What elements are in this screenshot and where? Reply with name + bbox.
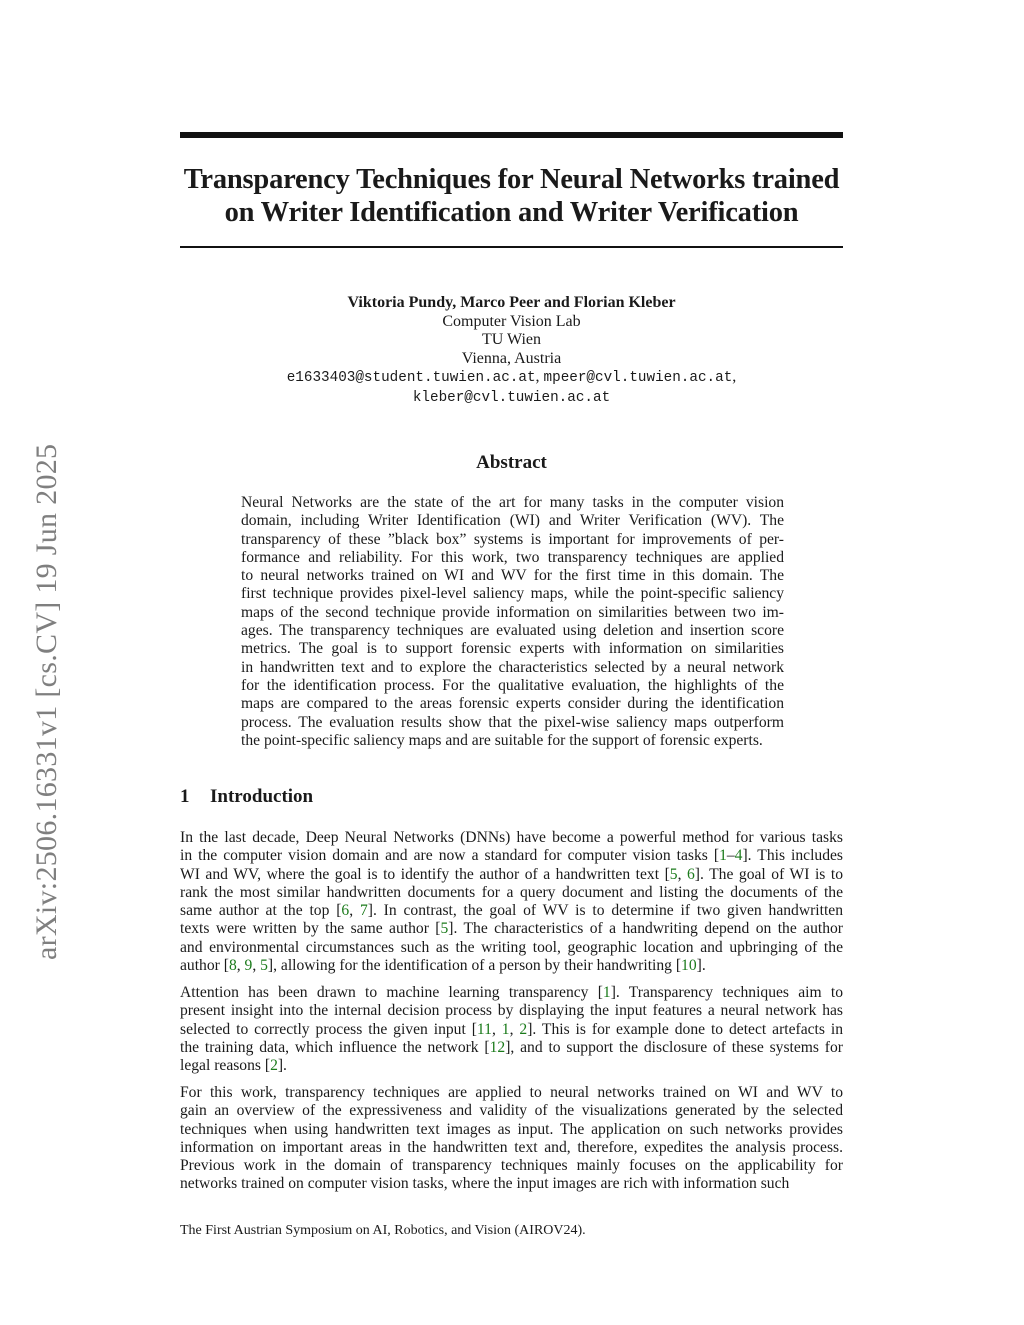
citation-link[interactable]: 5 xyxy=(669,865,678,883)
text-run: , xyxy=(677,865,687,883)
text-run: , xyxy=(349,902,360,920)
text-run: present insight into the internal decision process by displaying the input features a neural network has xyxy=(180,1002,843,1020)
text-run: ]. The characteristics of a handwriting depend on the author xyxy=(448,920,843,938)
citation-link[interactable]: 6 xyxy=(687,865,695,883)
paragraph-line xyxy=(180,866,843,884)
text-run: the training data, which influence the network [ xyxy=(180,1038,490,1056)
abstract-line: the point-specific saliency maps and are suitable for the support of forensic experts. xyxy=(241,731,763,749)
text-run: Attention has been drawn to machine learning transparency [ xyxy=(180,984,603,1001)
text-run: information on important areas in the handwritten text and, therefore, expedites the analysis process. xyxy=(180,1138,843,1156)
text-run: networks trained on computer vision tasks, where the input images are rich with information such xyxy=(180,1175,790,1193)
text-run: same author at the top [ xyxy=(180,902,342,920)
abstract-body xyxy=(241,494,784,750)
text-run: , xyxy=(491,1020,502,1038)
intro-paragraph xyxy=(180,1084,843,1194)
abstract-line: to neural networks trained on WI and WV for the first time in this domain. The xyxy=(241,567,784,585)
abstract-line: for the identification process. For the qualitative evaluation, the highlights of the xyxy=(241,676,784,694)
affiliation-line: TU Wien xyxy=(481,331,542,348)
text-run: legal reasons [ xyxy=(180,1057,271,1075)
title-rule-top xyxy=(180,132,843,138)
paragraph-line xyxy=(180,957,843,975)
email-address: e1633403@student.tuwien.ac.at xyxy=(286,370,536,386)
text-run: ]. This is for example done to detect artefacts in xyxy=(527,1020,844,1038)
text-run: in the computer vision domain and are now a standard for computer vision tasks [ xyxy=(180,847,720,865)
paragraph-line xyxy=(180,1157,843,1175)
abstract-line: in handwritten text and to explore the characteristics selected by a neural network xyxy=(241,658,784,676)
paper-title xyxy=(170,163,853,229)
paragraph-line xyxy=(180,939,843,957)
intro-paragraph xyxy=(180,984,843,1075)
venue-footnote: The First Austrian Symposium on AI, Robotics, and Vision (AIROV24). xyxy=(180,1223,586,1238)
abstract-line: first technique provides pixel-level saliency maps, while the point-specific saliency xyxy=(241,585,784,603)
paragraph-line xyxy=(180,829,843,847)
abstract-line: ages. The transparency techniques are evaluated using deletion and insertion score xyxy=(241,622,784,640)
paragraph-line xyxy=(180,1139,843,1157)
paragraph-line xyxy=(180,1121,843,1139)
paragraph-line xyxy=(180,1039,843,1057)
abstract-line: metrics. The goal is to support forensic experts with information on similarities xyxy=(241,640,784,658)
abstract-heading: Abstract xyxy=(476,452,547,473)
text-run: ], and to support the disclosure of these systems for xyxy=(505,1038,843,1056)
abstract-line: maps are compared to the areas forensic experts consider during the identification xyxy=(241,695,784,713)
citation-link[interactable]: 12 xyxy=(489,1038,506,1056)
paragraph-line xyxy=(180,1084,843,1102)
text-run: , xyxy=(252,957,261,975)
email-address: mpeer@cvl.tuwien.ac.at xyxy=(543,370,733,386)
text-run: selected to correctly process the given input [ xyxy=(180,1020,477,1038)
citation-link[interactable]: 10 xyxy=(681,957,697,975)
section-number: 1 xyxy=(180,786,190,807)
paragraph-line xyxy=(180,1021,843,1039)
paragraph-line xyxy=(180,1102,843,1120)
abstract-line: maps of the second technique provide information on similarities between two im- xyxy=(241,603,784,621)
text-run: ]. xyxy=(277,1057,287,1075)
text-run: Previous work in the domain of transparency techniques mainly focuses on the applicability for xyxy=(180,1157,843,1175)
affiliation-line: Vienna, Austria xyxy=(461,349,562,367)
text-run: ]. The goal of WI is to xyxy=(694,865,843,883)
citation-link[interactable]: 11 xyxy=(476,1020,492,1038)
citation-link[interactable]: 8 xyxy=(228,957,237,975)
section-title: Introduction xyxy=(210,786,314,807)
abstract-line: Neural Networks are the state of the art for many tasks in the computer vision xyxy=(241,494,784,511)
paragraph-line xyxy=(180,1175,843,1193)
title-rule-bottom xyxy=(180,246,843,248)
abstract-line: formance and reliability. For this work, two transparency techniques are applied xyxy=(241,548,784,566)
citation-link[interactable]: 1 xyxy=(719,847,727,865)
citation-link[interactable]: 1 xyxy=(501,1020,510,1038)
author-block xyxy=(180,294,843,407)
paragraph-line xyxy=(180,1057,843,1075)
citation-link[interactable]: 2 xyxy=(519,1020,528,1038)
email-line: e1633403@student.tuwien.ac.at, mpeer@cvl.tuwien.ac.at, xyxy=(286,368,737,386)
text-run: For this work, transparency techniques are applied to neural networks trained on WI and WV to xyxy=(180,1084,843,1101)
citation-link[interactable]: 4 xyxy=(734,847,743,865)
text-run: and environmental circumstances such as the writing tool, geographic location and upbringing of the xyxy=(180,938,843,956)
abstract-line: domain, including Writer Identification (WI) and Writer Verification (WV). The xyxy=(241,512,784,530)
title-line: Transparency Techniques for Neural Networks trained xyxy=(183,164,840,195)
paragraph-line xyxy=(180,1002,843,1020)
text-run: ]. xyxy=(696,957,706,975)
affiliation-line: Computer Vision Lab xyxy=(442,312,581,330)
paragraph-line xyxy=(180,984,843,1002)
text-run: ]. In contrast, the goal of WV is to determine if two given handwritten xyxy=(367,902,844,920)
citation-link[interactable]: 7 xyxy=(359,902,368,920)
citation-link[interactable]: 9 xyxy=(244,957,253,975)
text-run: ], allowing for the identification of a person by their handwriting [ xyxy=(267,957,682,975)
text-run: author [ xyxy=(180,957,229,975)
title-line: on Writer Identification and Writer Verification xyxy=(224,197,799,228)
intro-paragraph xyxy=(180,829,843,975)
text-run: In the last decade, Deep Neural Networks (DNNs) have become a powerful method for various tasks xyxy=(180,829,843,846)
email-address: kleber@cvl.tuwien.ac.at xyxy=(412,389,611,406)
author-names: Viktoria Pundy, Marco Peer and Florian Kleber xyxy=(347,294,676,311)
text-run: ]. Transparency techniques aim to xyxy=(610,984,843,1001)
paragraph-line xyxy=(180,902,843,920)
text-run: – xyxy=(726,847,735,865)
citation-link[interactable]: 2 xyxy=(270,1057,278,1075)
citation-link[interactable]: 5 xyxy=(260,957,268,975)
text-run: ]. This includes xyxy=(742,847,844,865)
citation-link[interactable]: 1 xyxy=(602,984,611,1001)
text-run: , xyxy=(236,957,245,975)
text-run: WI and WV, where the goal is to identify the author of a handwritten text [ xyxy=(180,865,670,883)
text-run: gain an overview of the expressiveness and validity of the visualizations generated by the selected xyxy=(180,1102,843,1120)
arxiv-identifier: arXiv:2506.16331v1 [cs.CV] 19 Jun 2025 xyxy=(30,443,63,960)
citation-link[interactable]: 5 xyxy=(440,920,449,938)
text-run: rank the most similar handwritten documents for a query document and listing the documents of the xyxy=(180,883,843,901)
abstract-line: process. The evaluation results show that the pixel-wise saliency maps outperform xyxy=(241,713,784,731)
abstract-line: transparency of these ”black box” systems is important for improvements of per- xyxy=(241,530,784,548)
paragraph-line xyxy=(180,884,843,902)
text-run: , xyxy=(509,1020,520,1038)
text-run: texts were written by the same author [ xyxy=(180,920,441,938)
paragraph-line xyxy=(180,920,843,938)
section-heading xyxy=(180,786,313,808)
email-line xyxy=(180,388,843,408)
citation-link[interactable]: 6 xyxy=(341,902,350,920)
paragraph-line xyxy=(180,847,843,865)
text-run: techniques when using handwritten text images as input. The application on such networks provides xyxy=(180,1120,843,1138)
